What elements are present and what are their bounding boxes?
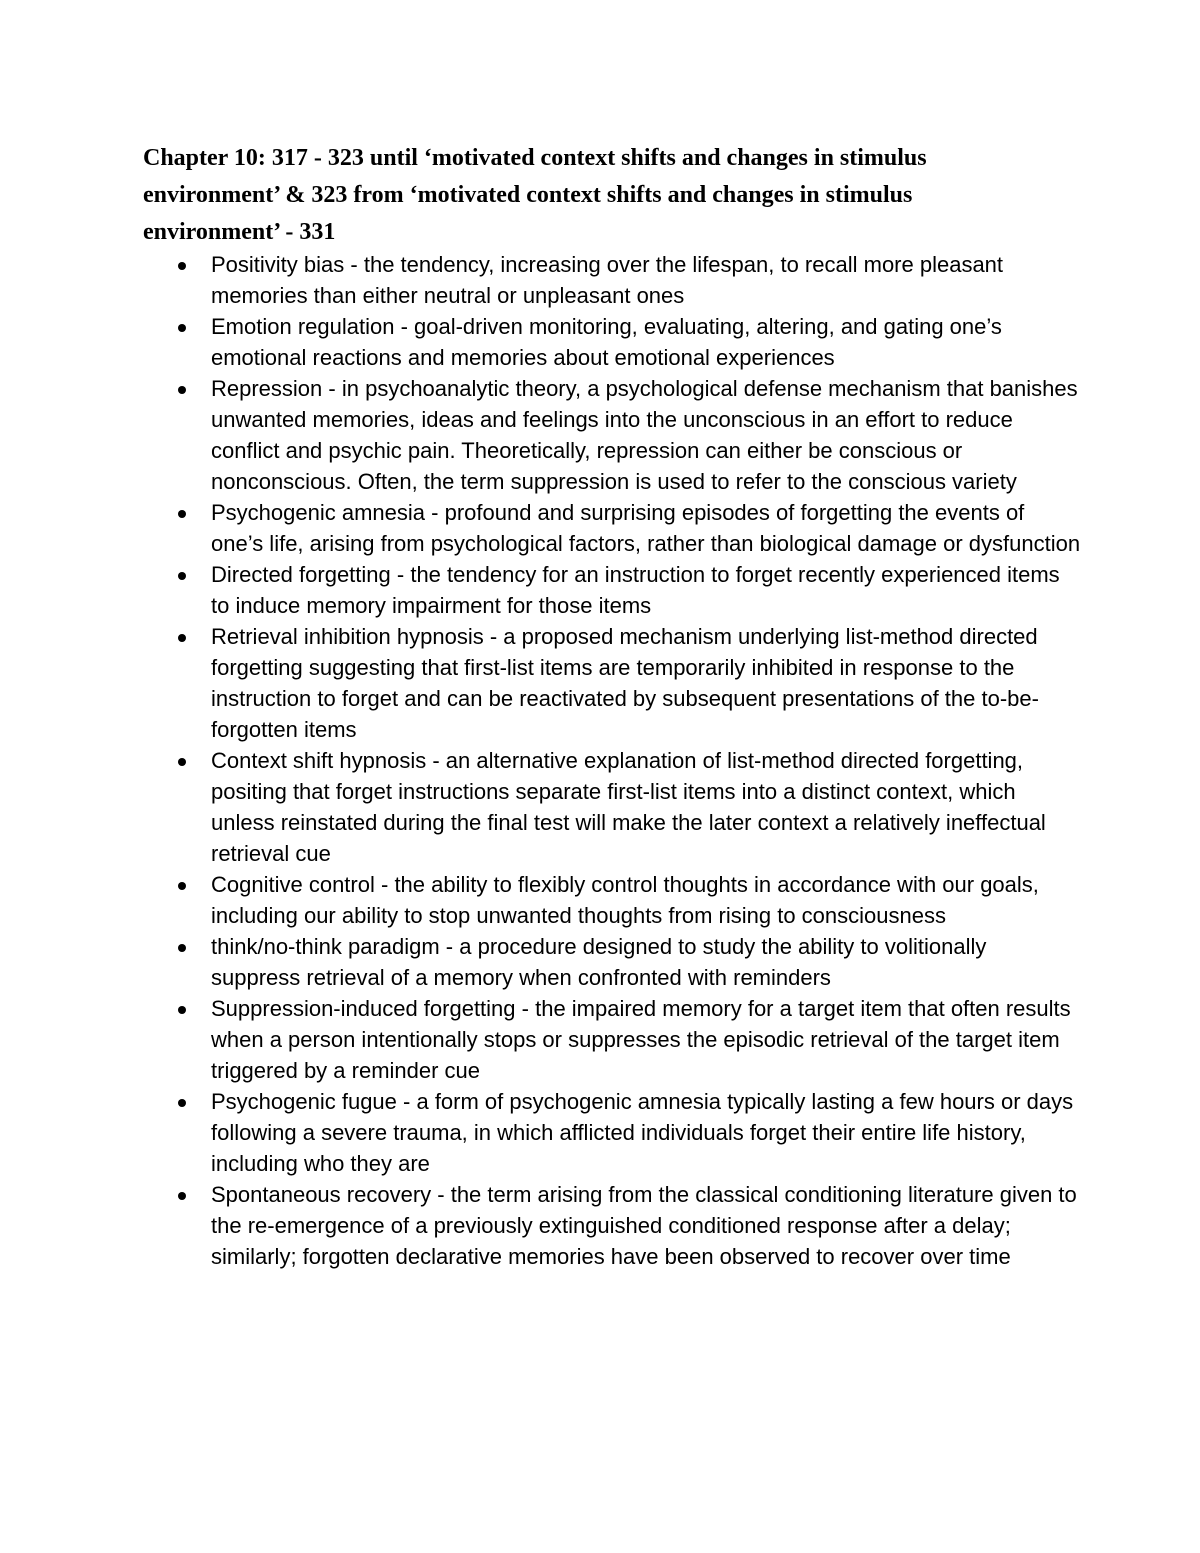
term-separator: -	[390, 562, 411, 587]
term-separator: -	[374, 872, 395, 897]
bullet-icon	[178, 634, 186, 642]
term-name: Retrieval inhibition hypnosis	[211, 624, 484, 649]
term-definition: the ability to flexibly control thoughts in accordance with our goals, including our ability to stop unwanted thoughts from rising to consciousness	[211, 872, 1039, 928]
bullet-icon	[178, 882, 186, 890]
term-definition: a procedure designed to study the ability to volitionally suppress retrieval of a memory when confronted with reminders	[211, 934, 987, 990]
list-item	[0, 1179, 1081, 1272]
term-separator: -	[425, 500, 445, 525]
bullet-icon	[178, 1099, 186, 1107]
list-item	[0, 497, 1081, 559]
bullet-icon	[178, 944, 186, 952]
list-item	[0, 931, 1081, 993]
chapter-page-range: 317 - 323 until ‘motivated context shifts and changes in stimulus environment’ & 323 from ‘motivated context shifts and changes in stimulus environment’ - 331	[143, 145, 927, 245]
term-name: Psychogenic fugue	[211, 1089, 397, 1114]
term-separator: -	[396, 1089, 417, 1114]
term-definition: profound and surprising episodes of forgetting the events of one’s life, arising from psychological factors, rather than biological damage or dysfunction	[211, 500, 1081, 556]
term-name: Suppression-induced forgetting	[211, 996, 516, 1021]
term-name: Directed forgetting	[211, 562, 391, 587]
list-item	[0, 869, 1081, 931]
term-name: Positivity bias	[211, 252, 345, 277]
term-separator: -	[394, 314, 415, 339]
bullet-icon	[178, 1192, 186, 1200]
bullet-icon	[178, 324, 186, 332]
term-separator: -	[322, 376, 342, 401]
term-definition: the impaired memory for a target item that often results when a person intentionally stops or suppresses the episodic retrieval of the target item triggered by a reminder cue	[211, 996, 1071, 1083]
term-name: Psychogenic amnesia	[211, 500, 426, 525]
term-name: Spontaneous recovery	[211, 1182, 432, 1207]
term-definition: a proposed mechanism underlying list-method directed forgetting suggesting that first-list items are temporarily inhibited in response to the instruction to forget and can be reactivated by subsequent presentations of the to-be-forgotten items	[211, 624, 1039, 742]
chapter-label: Chapter 10:	[143, 145, 266, 171]
chapter-heading	[143, 140, 1043, 251]
glossary-list	[0, 249, 1200, 1272]
term-separator: -	[515, 996, 536, 1021]
term-definition: the term arising from the classical conditioning literature given to the re-emergence of a previously extinguished conditioned response after a delay; similarly; forgotten declarative memories have been observed to recover over time	[211, 1182, 1077, 1269]
list-item	[0, 249, 1081, 311]
list-item	[0, 621, 1081, 745]
term-separator: -	[431, 1182, 451, 1207]
term-definition: in psychoanalytic theory, a psychological defense mechanism that banishes unwanted memories, ideas and feelings into the unconscious in an effort to reduce conflict and psychic pain. Theoretically, repression can either be conscious or nonconscious. Often, the term suppression is used to refer to the conscious variety	[211, 376, 1078, 494]
term-definition: the tendency, increasing over the lifespan, to recall more pleasant memories than either neutral or unpleasant ones	[211, 252, 1004, 308]
list-item	[0, 373, 1081, 497]
list-item	[0, 745, 1081, 869]
list-item	[0, 311, 1081, 373]
term-name: Repression	[211, 376, 323, 401]
bullet-icon	[178, 758, 186, 766]
term-definition: goal-driven monitoring, evaluating, altering, and gating one’s emotional reactions and memories about emotional experiences	[211, 314, 1002, 370]
term-name: Emotion regulation	[211, 314, 395, 339]
list-item	[0, 559, 1081, 621]
term-name: Context shift hypnosis	[211, 748, 427, 773]
term-separator: -	[483, 624, 504, 649]
bullet-icon	[178, 1006, 186, 1014]
list-item	[0, 1086, 1081, 1179]
term-name: think/no-think paradigm	[211, 934, 440, 959]
bullet-icon	[178, 572, 186, 580]
bullet-icon	[178, 510, 186, 518]
term-definition: an alternative explanation of list-method directed forgetting, positing that forget instructions separate first-list items into a distinct context, which unless reinstated during the final test will make the later context a relatively ineffectual retrieval cue	[211, 748, 1046, 866]
term-name: Cognitive control	[211, 872, 375, 897]
list-item	[0, 993, 1081, 1086]
bullet-icon	[178, 262, 186, 270]
term-separator: -	[344, 252, 364, 277]
term-separator: -	[439, 934, 460, 959]
bullet-icon	[178, 386, 186, 394]
term-separator: -	[426, 748, 446, 773]
term-definition: the tendency for an instruction to forget recently experienced items to induce memory impairment for those items	[211, 562, 1060, 618]
term-definition: a form of psychogenic amnesia typically lasting a few hours or days following a severe trauma, in which afflicted individuals forget their entire life history, including who they are	[211, 1089, 1074, 1176]
